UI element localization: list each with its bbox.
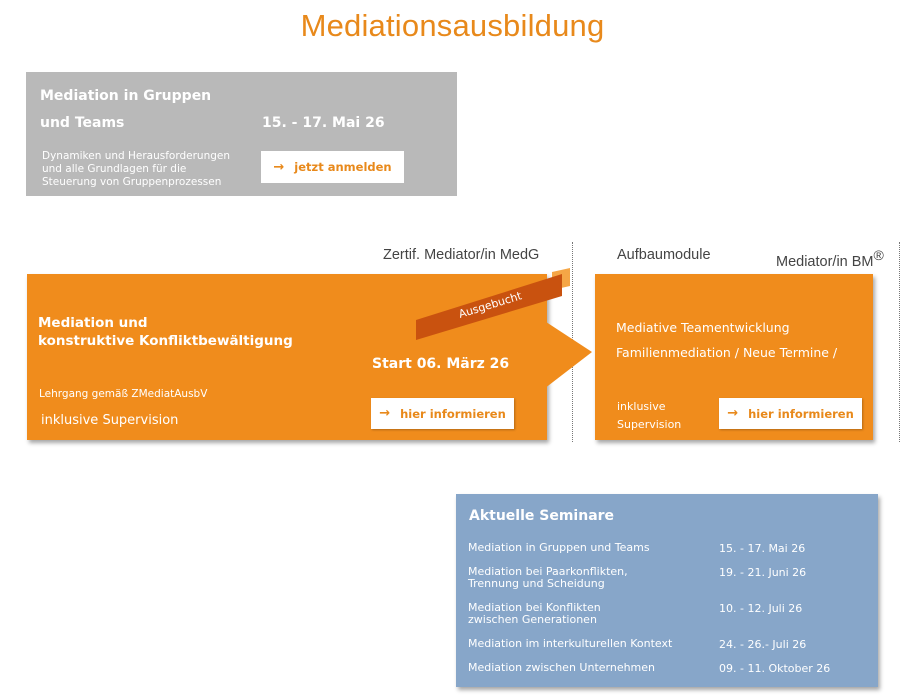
seminar-date: 09. - 11. Oktober 26 bbox=[719, 662, 831, 675]
featured-desc-line: Dynamiken und Herausforderungen bbox=[42, 150, 231, 162]
seminar-name bbox=[468, 542, 698, 554]
seminar-name bbox=[468, 662, 698, 674]
seminars-title: Aktuelle Seminare bbox=[469, 508, 615, 524]
module-family-mediation[interactable]: Familienmediation / Neue Termine / bbox=[616, 345, 838, 360]
main-course-regulation: Lehrgang gemäß ZMediatAusbV bbox=[39, 388, 208, 400]
seminar-name-line1: Mediation bei Paarkonflikten, bbox=[468, 565, 628, 578]
featured-title-line2: und Teams bbox=[40, 115, 125, 131]
header-mediator-bm bbox=[776, 247, 884, 270]
modules-supervision bbox=[617, 398, 681, 434]
register-button[interactable] bbox=[261, 151, 404, 183]
seminar-name-line1: Mediation zwischen Unternehmen bbox=[468, 661, 656, 674]
seminar-date: 19. - 21. Juni 26 bbox=[719, 566, 807, 579]
main-course-title-line1: Mediation und bbox=[38, 315, 148, 331]
main-course-info-button[interactable] bbox=[371, 398, 514, 429]
modules-supervision-line2: Supervision bbox=[617, 418, 682, 431]
page-title: Mediationsausbildung bbox=[300, 8, 605, 43]
register-button-label: jetzt anmelden bbox=[294, 160, 392, 174]
modules-info-button[interactable] bbox=[719, 398, 862, 429]
featured-description bbox=[42, 150, 252, 189]
seminar-name-line2: zwischen Generationen bbox=[468, 613, 597, 626]
seminar-name-line1: Mediation im interkulturellen Kontext bbox=[468, 637, 673, 650]
seminar-name-line1: Mediation in Gruppen und Teams bbox=[468, 541, 650, 554]
seminar-date: 15. - 17. Mai 26 bbox=[719, 542, 806, 555]
featured-seminar-box bbox=[26, 72, 457, 196]
seminar-name bbox=[468, 638, 698, 650]
seminar-date: 24. - 26.- Juli 26 bbox=[719, 638, 807, 651]
main-course-title bbox=[38, 314, 293, 350]
ribbon-label: Ausgebucht bbox=[457, 289, 524, 321]
main-course-title-line2: konstruktive Konfliktbewältigung bbox=[38, 333, 293, 349]
module-team-development[interactable]: Mediative Teamentwicklung bbox=[616, 320, 790, 335]
header-advanced-modules: Aufbaumodule bbox=[617, 247, 711, 263]
header-certified-mediator: Zertif. Mediator/in MedG bbox=[383, 247, 540, 263]
booked-out-ribbon bbox=[412, 262, 582, 342]
seminar-name bbox=[468, 602, 698, 626]
main-course-info-button-label: hier informieren bbox=[400, 406, 506, 421]
seminar-name bbox=[468, 566, 698, 590]
arrow-right-icon: → bbox=[379, 406, 391, 421]
seminar-date: 10. - 12. Juli 26 bbox=[719, 602, 803, 615]
advanced-modules-box bbox=[595, 274, 873, 440]
seminar-name-line2: Trennung und Scheidung bbox=[468, 577, 605, 590]
divider-line bbox=[899, 242, 900, 442]
main-course-start-date: Start 06. März 26 bbox=[372, 356, 510, 372]
featured-date: 15. - 17. Mai 26 bbox=[262, 115, 385, 131]
header-mediator-bm-label: Mediator/in BM bbox=[776, 253, 874, 270]
modules-supervision-line1: inklusive bbox=[617, 400, 666, 413]
main-course-supervision: inklusive Supervision bbox=[41, 413, 179, 428]
arrow-right-icon: → bbox=[273, 159, 285, 175]
registered-mark: ® bbox=[873, 247, 884, 263]
modules-info-button-label: hier informieren bbox=[748, 406, 854, 421]
featured-title-line1: Mediation in Gruppen bbox=[40, 88, 212, 104]
arrow-right-icon: → bbox=[727, 406, 739, 421]
current-seminars-box bbox=[456, 494, 878, 687]
featured-desc-line: und alle Grundlagen für die bbox=[42, 163, 187, 175]
featured-desc-line: Steuerung von Gruppenprozessen bbox=[42, 176, 222, 188]
seminar-name-line1: Mediation bei Konflikten bbox=[468, 601, 601, 614]
